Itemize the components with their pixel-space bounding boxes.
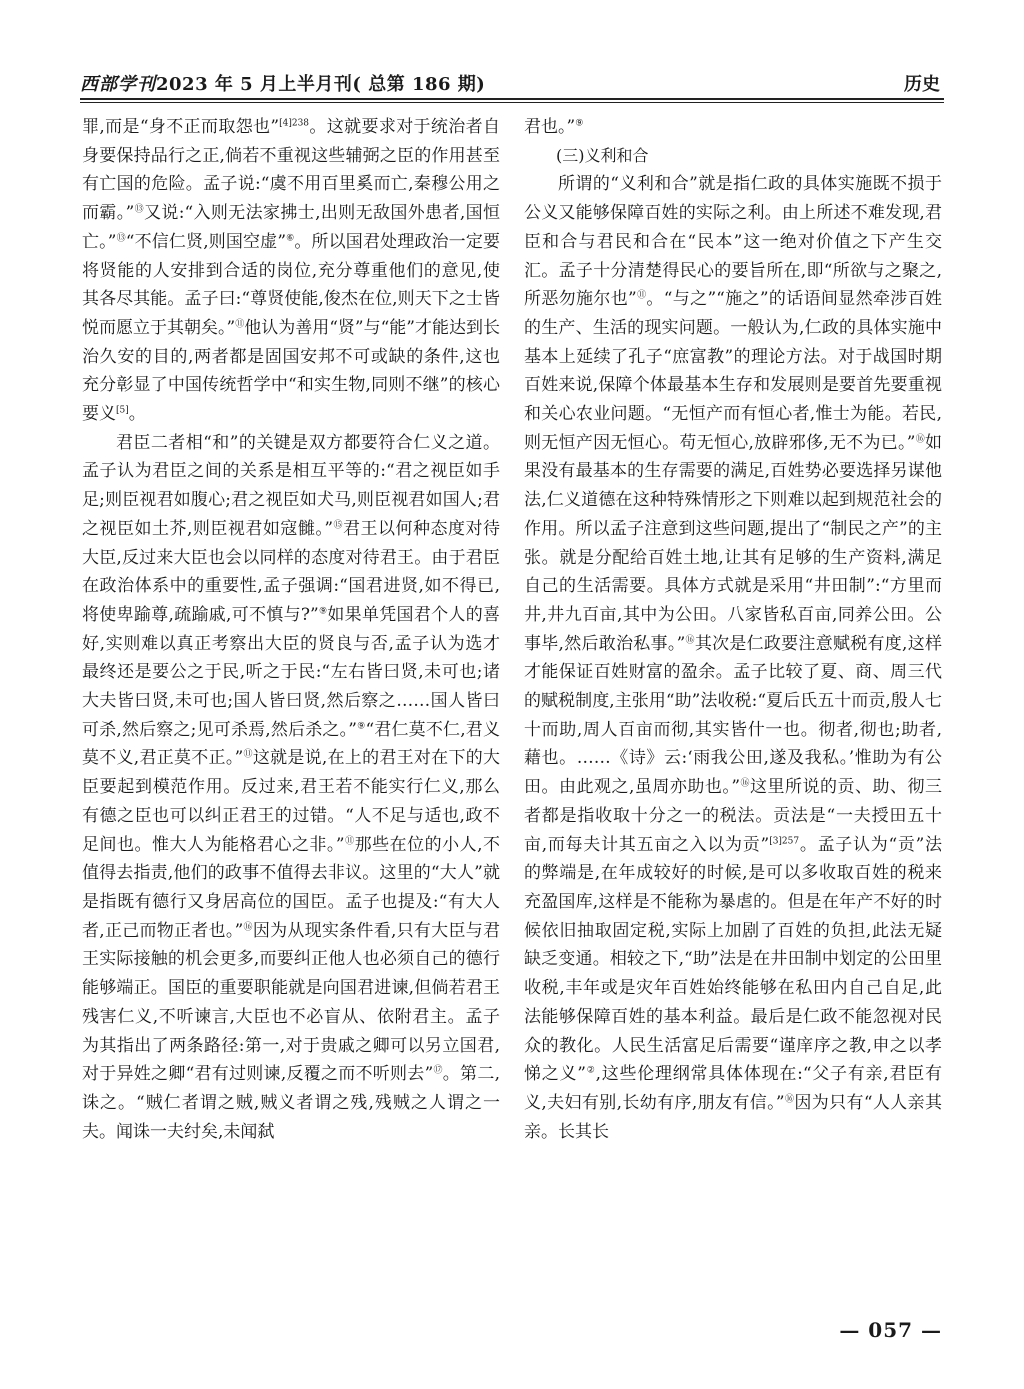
paragraph: [82, 429, 500, 1147]
journal-title: [80, 70, 485, 96]
footnote-ref: ⑪: [235, 319, 245, 330]
footnote-ref: ②: [585, 1065, 596, 1076]
footnote-ref: ⑪: [636, 290, 647, 301]
text-run: 。所以国君处理政治一定要将贤能的人安排到合适的岗位,充分尊重他们的意见,使其各尽其能。孟子曰:“尊贤使能,俊杰在位,则天下之士皆悦而愿立于其朝矣。”: [82, 231, 500, 338]
footnote-ref: ⑯: [243, 922, 253, 933]
footnote-ref: ⑨: [575, 118, 584, 129]
text-run: 。“与之”“施之”的话语间显然牵涉百姓的生产、生活的现实问题。一般认为,仁政的具体实施中基本上延续了孔子“庶富教”的理论方法。对于战国时期百姓来说,保障个体最基本生存和发展则是要首先要重视和关心农业问题。“无恒产而有恒心者,惟士为能。若民,则无恒产因无恒心。苟无恒心,放辟邪侈,无不为已。”: [524, 289, 942, 453]
text-run: 他认为善用“贤”与“能”才能达到长治久安的目的,两者都是固国安邦不可或缺的条件,这也充分彰显了中国传统哲学中“和实生物,同则不继”的核心要义: [82, 317, 500, 425]
header-rule-thin: [80, 102, 944, 103]
footnote-ref: ⑬: [134, 204, 145, 215]
text-run: 君也。”: [524, 117, 576, 137]
paragraph: [524, 113, 942, 142]
text-run: 这里所说的贡、助、彻三者都是指收取十分之一的税法。贡法是“一夫授田五十亩,而每夫计其五亩之入以为贡”: [524, 777, 942, 855]
footnote-ref: ⑨: [318, 606, 328, 617]
text-run: 这就是说,在上的君王对在下的大臣要起到模范作用。反过来,君王若不能实行仁义,那么有德之臣也可以纠正君王的过错。“人不足与适也,政不足间也。惟大人为能格君心之非。”: [82, 748, 500, 855]
section-label: 历史: [904, 74, 940, 95]
footnote-ref: ⑰: [433, 1065, 443, 1076]
citation: [4]238: [279, 118, 310, 129]
footnote-ref: ⑪: [344, 835, 355, 846]
text-run: 如果单凭国君个人的喜好,实则难以真正考察出大臣的贤良与否,孟子认为选才最终还是要公之于民,听之于民:“左右皆曰贤,未可也;诸大夫皆曰贤,未可也;国人皆曰贤,然后察之……国人皆曰可杀,然后察之;见可杀焉,然后杀之。”: [82, 604, 500, 740]
text-run: “君仁莫不仁,君义莫不义,君正莫不正。”: [82, 719, 500, 769]
page-number: — 057 —: [839, 1318, 942, 1342]
citation: [5]: [116, 405, 129, 416]
footnote-ref: ⑪: [243, 749, 253, 760]
text-run: 罪,而是“身不正而取怨也”: [82, 117, 280, 137]
text-run: 。第二,诛之。“贼仁者谓之贼,贼义者谓之残,残贼之人谓之一夫。闻诛一夫纣矣,未闻弑: [82, 1064, 500, 1142]
text-run: 如果没有最基本的生存需要的满足,百姓势必要选择另谋他法,仁义道德在这种特殊情形之下则难以起到规范社会的作用。所以孟子注意到这些问题,提出了“制民之产”的主张。就是分配给百姓土地,让其有足够的生产资料,满足自己的生活需要。具体方式就是采用“井田制”:“方里而井,井九百亩,其中为公田。八家皆私百亩,同养公田。公事毕,然后敢治私事。”: [524, 432, 942, 654]
footnote-ref: ⑮: [333, 520, 344, 531]
text-run: 。孟子认为“贡”法的弊端是,在年成较好的时候,是可以多收取百姓的税来充盈国库,这样是不能称为暴虐的。但是在年产不好的时候依旧抽取固定税,实际上加剧了百姓的负担,此法无疑缺乏变通。相较之下,“助”法是在井田制中划定的公田里收税,丰年或是灾年百姓始终能够在私田内自己自足,此法能够保障百姓的基本利益。最后是仁政不能忽视对民众的教化。人民生活富足后需要“谨庠序之教,申之以孝悌之义”: [524, 834, 942, 1085]
page-header: [80, 66, 944, 100]
citation: [3]257: [769, 835, 800, 846]
text-run: 因为从现实条件看,只有大臣与君王实际接触的机会更多,而要纠正他人也必须自己的德行能够端正。国臣的重要职能就是向国君进谏,但倘若君王残害仁义,不听谏言,大臣也不必盲从、依附君主。孟子为其指出了两条路径:第一,对于贵戚之卿可以另立国君,对于异姓之卿“君有过则谏,反覆之而不听则去”: [82, 920, 500, 1085]
footnote-ref: ⑥: [286, 233, 295, 244]
text-run: 又说:“入则无法家拂士,出则无敌国外患者,国恒亡。”: [82, 203, 500, 252]
paragraph: [82, 113, 500, 429]
right-column: [524, 113, 942, 1146]
text-run: 因为只有“人人亲其亲。长其长: [524, 1092, 942, 1142]
footnote-ref: ⑯: [740, 778, 751, 789]
text-run: 。: [128, 404, 146, 425]
header-rule-thick: [80, 98, 944, 100]
text-run: 所谓的“义利和合”就是指仁政的具体实施既不损于公义又能够保障百姓的实际之利。由上所述不难发现,君臣和合与君民和合在“民本”这一绝对价值之下产生交汇。孟子十分清楚得民心的要旨所在,即“所欲与之聚之,所恶勿施尔也”: [524, 174, 942, 310]
footnote-ref: ⑯: [784, 1094, 795, 1105]
text-run: 其次是仁政要注意赋税有度,这样才能保证百姓财富的盈余。孟子比较了夏、商、周三代的赋税制度,主张用“助”法收税:“夏后氏五十而贡,殷人七十而助,周人百亩而彻,其实皆什一也。彻者,彻也;助者,藉也。……《诗》云:‘雨我公田,遂及我私。’惟助为有公田。由此观之,虽周亦助也。”: [524, 633, 942, 798]
paragraph: [524, 170, 942, 1146]
footnote-ref: ⑬: [116, 233, 126, 244]
text-run: ,这些伦理纲常具体体现在:“父子有亲,君臣有义,夫妇有别,长幼有序,朋友有信。”: [524, 1064, 942, 1113]
text-run: 。这就要求对于统治者自身要保持品行之正,倘若不重视这些辅弼之臣的作用甚至有亡国的危险。孟子说:“虞不用百里奚而亡,秦穆公用之而霸。”: [82, 117, 500, 224]
footnote-ref: ⑯: [915, 434, 925, 445]
text-run: “不信仁贤,则国空虚”: [125, 231, 287, 252]
text-run: 君王以何种态度对待大臣,反过来大臣也会以同样的态度对待君王。由于君臣在政治体系中的重要性,孟子强调:“国君进贤,如不得已,将使卑踰尊,疏踰戚,可不慎与?”: [82, 518, 500, 625]
section-heading: (三)义利和合: [556, 145, 649, 165]
text-run: 君臣二者相“和”的关键是双方都要符合仁义之道。孟子认为君臣之间的关系是相互平等的:“君之视臣如手足;则臣视君如腹心;君之视臣如犬马,则臣视君如国人;君之视臣如土芥,则臣视君如寇雠。”: [82, 432, 500, 539]
left-column: [82, 113, 500, 1146]
footnote-ref: ⑯: [685, 635, 695, 645]
footnote-ref: ⑨: [357, 721, 366, 732]
journal-brand: 西部学刊: [80, 74, 156, 95]
text-run: 那些在位的小人,不值得去指责,他们的政事不值得去非议。这里的“大人”就是指既有德行又身居高位的国臣。孟子也提及:“有大人者,正己而物正者也。”: [82, 834, 500, 941]
journal-issue: 2023 年 5 月上半月刊( 总第 186 期): [156, 74, 486, 95]
